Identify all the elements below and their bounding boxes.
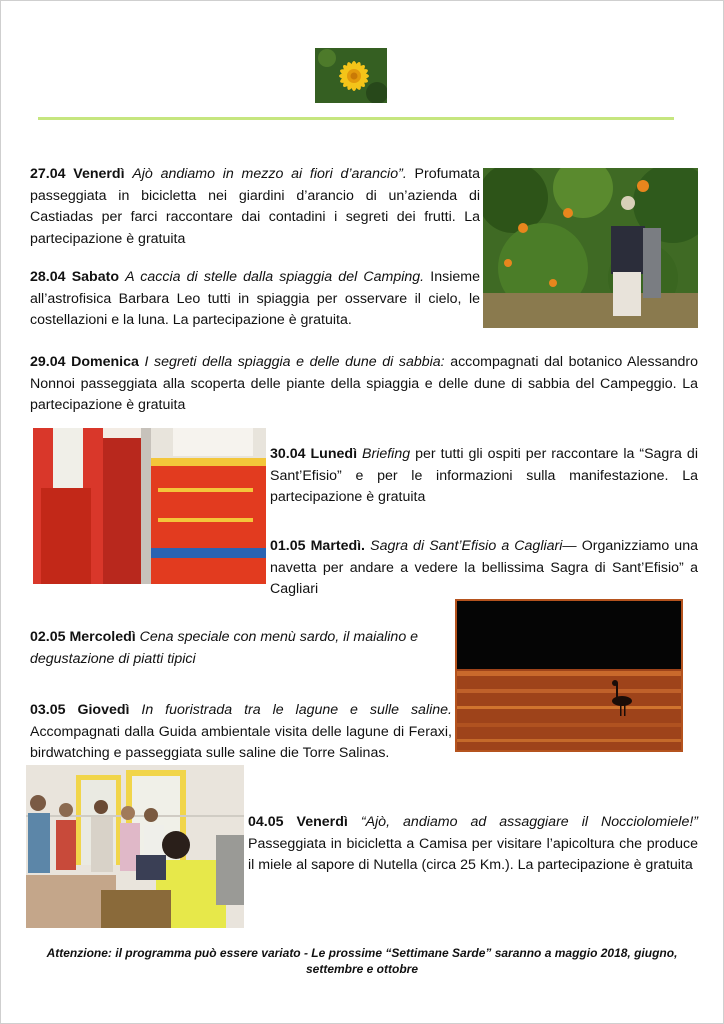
event-title: A caccia di stelle dalla spiaggia del Camping. — [125, 269, 425, 285]
event-28-04 — [30, 267, 480, 332]
orange-grove-photo — [483, 168, 698, 328]
event-text: Accompagnati dalla Guida ambientale visita delle lagune di Feraxi, birdwatching e passeggiata sulle saline die Torre Salinas. — [30, 723, 452, 761]
event-02-05 — [30, 627, 452, 670]
event-date: 30.04 — [270, 446, 306, 462]
event-29-04 — [30, 352, 698, 417]
event-title: Cena speciale con menù sardo, il maialino e degustazione di piatti tipici — [30, 629, 419, 667]
event-text: Passeggiata in bicicletta a Camisa per visitare l’apicoltura che produce il miele al sapore di Nutella (circa 25 Km.). La partecipazione è gratuita — [248, 835, 698, 873]
event-date: 01.05 — [270, 538, 306, 554]
flower-logo-image — [315, 48, 387, 103]
event-title: Ajò andiamo in mezzo ai fiori d’arancio”. — [132, 166, 407, 182]
event-text: Profumata passeggiata in bicicletta nei giardini d’arancio di un’azienda di Castiadas per farci raccontare dai contadini i segreti dei frutti. La partecipazione è gratuita — [30, 166, 480, 247]
event-text: Organizziamo una navetta per andare a vedere la bellissima Sagra di Sant’Efisio” a Cagliari — [270, 538, 698, 597]
event-day: Mercoledì — [69, 629, 136, 645]
beekeeping-photo — [26, 765, 244, 928]
event-date: 02.05 — [30, 629, 66, 645]
event-01-05 — [270, 536, 698, 601]
event-day: Martedì. — [310, 538, 366, 554]
event-title: In fuoristrada tra le lagune e sulle saline. — [141, 702, 452, 718]
sardinian-costume-photo — [33, 428, 266, 584]
event-date: 04.05 — [248, 814, 284, 830]
flamingo-sunset-photo — [455, 599, 683, 752]
event-27-04 — [30, 164, 480, 250]
event-03-05 — [30, 700, 452, 765]
event-day: Venerdì — [296, 814, 348, 830]
event-text: Insieme all’astrofisica Barbara Leo tutti in spiaggia per osservare il cielo, le costellazioni e la luna. La partecipazione è gratuita. — [30, 269, 480, 328]
event-text: accompagnati dal botanico Alessandro Nonnoi passeggiata alla scoperta delle piante della spiaggia e delle dune di sabbia del Campeggio. La partecipazione è gratuita — [30, 354, 698, 413]
header-divider — [38, 117, 674, 120]
event-date: 27.04 — [30, 166, 66, 182]
event-title: Briefing — [362, 446, 411, 462]
event-day: Venerdì — [73, 166, 125, 182]
event-day: Lunedì — [310, 446, 358, 462]
event-30-04 — [270, 444, 698, 509]
footer-note: Attenzione: il programma può essere variato - Le prossime “Settimane Sarde” saranno a maggio 2018, giugno, settembre e ottobre — [46, 946, 678, 976]
event-date: 03.05 — [30, 702, 66, 718]
event-title: “Ajò, andiamo ad assaggiare il Nocciolomiele!” — [360, 814, 698, 830]
event-day: Domenica — [71, 354, 139, 370]
event-day: Sabato — [71, 269, 119, 285]
event-title: Sagra di Sant’Efisio a Cagliari— — [370, 538, 577, 554]
event-04-05 — [248, 812, 698, 877]
event-date: 29.04 — [30, 354, 66, 370]
event-text: per tutti gli ospiti per raccontare la “Sagra di Sant’Efisio” e per le informazioni sulla manifestazione. La partecipazione è gratuita — [270, 446, 698, 505]
event-title: I segreti della spiaggia e delle dune di sabbia: — [144, 354, 445, 370]
event-day: Giovedì — [77, 702, 130, 718]
event-date: 28.04 — [30, 269, 66, 285]
